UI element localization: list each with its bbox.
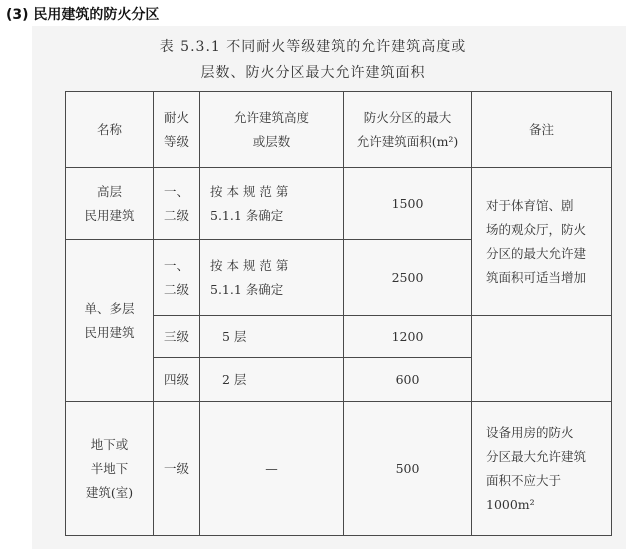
cell-area: 500: [344, 402, 472, 536]
cell-remark-upper: 对于体育馆、剧 场的观众厅，防火 分区的最大允许建 筑面积可适当增加: [472, 168, 612, 316]
header-max-area: 防火分区的最大 允许建筑面积(m²): [344, 92, 472, 168]
cell-name-multi-storey: 单、多层 民用建筑: [66, 240, 154, 402]
cell-area: 600: [344, 358, 472, 402]
cell-area: 1200: [344, 316, 472, 358]
header-remarks: 备注: [472, 92, 612, 168]
section-heading: (3) 民用建筑的防火分区: [6, 7, 160, 23]
cell-height: 按 本 规 范 第 5.1.1 条确定: [200, 240, 344, 316]
cell-height: 2 层: [200, 358, 344, 402]
cell-grade: 一、 二级: [154, 168, 200, 240]
cell-remark-lower: 设备用房的防火 分区最大允许建筑 面积不应大于 1000m²: [472, 402, 612, 536]
cell-grade: 一、 二级: [154, 240, 200, 316]
table-caption-line-2: 层数、防火分区最大允许建筑面积: [200, 65, 426, 81]
table-caption-line-1: 表 5.3.1 不同耐火等级建筑的允许建筑高度或: [159, 39, 467, 55]
cell-grade: 三级: [154, 316, 200, 358]
cell-height: —: [200, 402, 344, 536]
cell-grade: 一级: [154, 402, 200, 536]
cell-remark-empty: [472, 316, 612, 402]
cell-area: 2500: [344, 240, 472, 316]
cell-area: 1500: [344, 168, 472, 240]
table-row: [66, 402, 612, 536]
table-header-row: [66, 92, 612, 168]
cell-height: 5 层: [200, 316, 344, 358]
cell-height: 按 本 规 范 第 5.1.1 条确定: [200, 168, 344, 240]
fire-compartment-table: [65, 91, 612, 536]
cell-grade: 四级: [154, 358, 200, 402]
header-allowed-height: 允许建筑高度 或层数: [200, 92, 344, 168]
header-name: 名称: [66, 92, 154, 168]
table-row: [66, 168, 612, 240]
cell-name-underground: 地下或 半地下 建筑(室): [66, 402, 154, 536]
header-fire-grade: 耐火 等级: [154, 92, 200, 168]
cell-name-high-rise: 高层 民用建筑: [66, 168, 154, 240]
